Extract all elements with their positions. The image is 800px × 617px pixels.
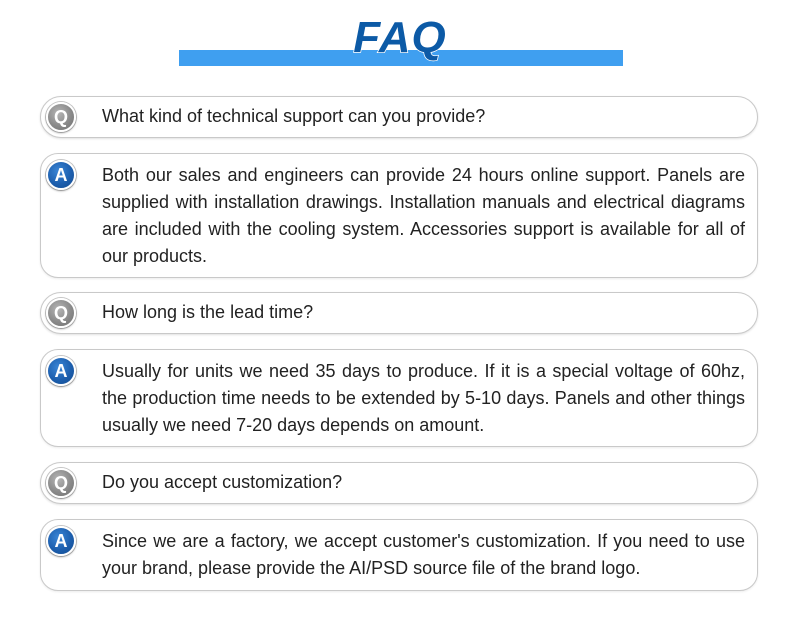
question-text: What kind of technical support can you provide? <box>102 106 486 126</box>
faq-question-1 <box>40 96 758 138</box>
question-text: Do you accept customization? <box>102 472 343 492</box>
faq-answer-3 <box>40 519 758 591</box>
page-title: FAQ <box>353 13 447 62</box>
faq-question-2 <box>40 292 758 334</box>
faq-header <box>0 0 800 80</box>
answer-badge-icon: A <box>46 526 76 556</box>
answer-text: Both our sales and engineers can provide 24 hours online support. Panels are supplied with installation drawings. Installation manuals and electrical diagrams are included with the cooling system. Accessories support is available for all of our products. <box>102 165 745 266</box>
question-badge-icon: Q <box>46 102 76 132</box>
faq-answer-1 <box>40 153 758 278</box>
answer-badge-icon: A <box>46 160 76 190</box>
question-text: How long is the lead time? <box>102 302 314 322</box>
question-badge-icon: Q <box>46 468 76 498</box>
answer-text: Since we are a factory, we accept customer's customization. If you need to use your brand, please provide the AI/PSD source file of the brand logo. <box>102 531 745 578</box>
faq-question-3 <box>40 462 758 504</box>
question-badge-icon: Q <box>46 298 76 328</box>
answer-text: Usually for units we need 35 days to produce. If it is a special voltage of 60hz, the production time needs to be extended by 5-10 days. Panels and other things usually we need 7-20 days depends on amount. <box>102 361 745 435</box>
answer-badge-icon: A <box>46 356 76 386</box>
faq-answer-2 <box>40 349 758 447</box>
